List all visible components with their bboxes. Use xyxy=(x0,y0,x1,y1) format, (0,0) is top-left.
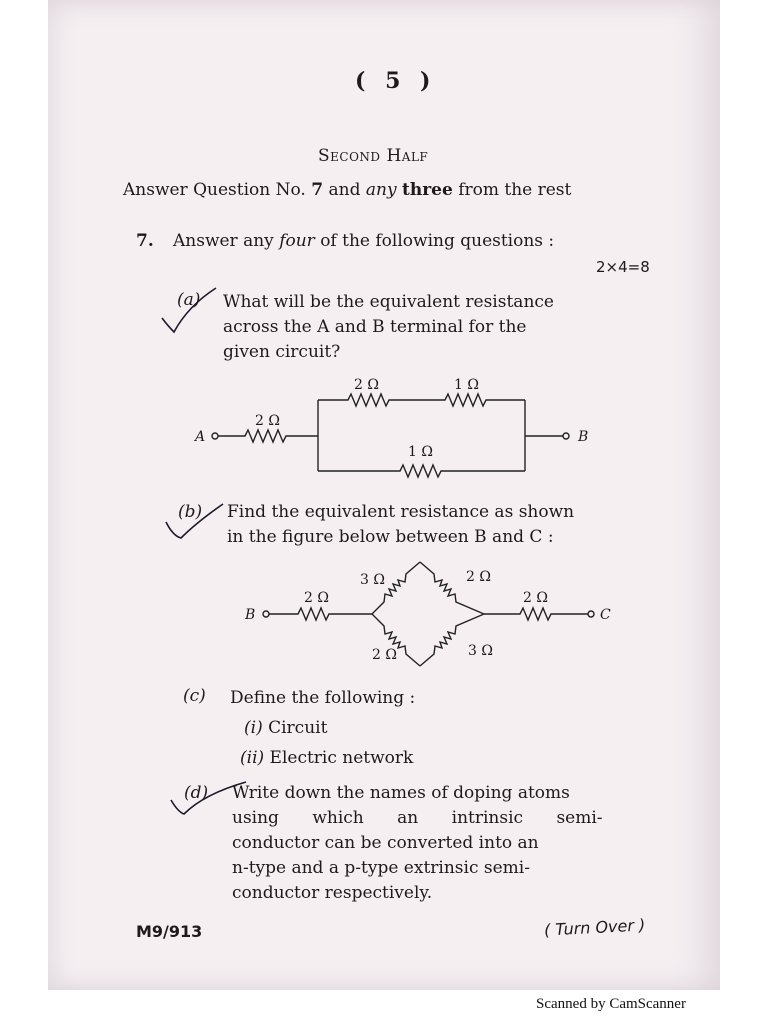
resistor-left-label: 2 Ω xyxy=(304,590,329,606)
resistor-bottom-label: 1 Ω xyxy=(408,444,433,460)
part-d-label: (d) xyxy=(184,783,209,803)
page-number: ( 5 ) xyxy=(355,68,437,94)
resistor-right-label: 2 Ω xyxy=(523,590,548,606)
turn-over-note: ( Turn Over ) xyxy=(543,915,646,940)
resistor-right xyxy=(484,608,588,620)
part-a-text-2: across the A and B terminal for the xyxy=(223,317,527,337)
part-b-text-2: in the figure below between B and C : xyxy=(227,527,554,547)
part-d-text-2: using which an intrinsic semi- xyxy=(232,808,603,828)
part-c-label: (c) xyxy=(183,686,206,706)
resistor-upper-right-label: 2 Ω xyxy=(466,569,491,585)
tick-mark-icon xyxy=(163,500,227,542)
part-c-item-1: (i) Circuit xyxy=(244,718,328,738)
part-c-item-2: (ii) Electric network xyxy=(240,748,414,768)
paper-code: M9/913 xyxy=(136,922,203,941)
resistor-lower-left-label: 2 Ω xyxy=(372,647,397,663)
part-b-text-1: Find the equivalent resistance as shown xyxy=(227,502,575,522)
resistor-series-label: 2 Ω xyxy=(255,413,280,429)
part-d-text-5: conductor respectively. xyxy=(232,883,433,903)
part-d-text-4: n-type and a p-type extrinsic semi- xyxy=(232,858,530,878)
question-number: 7. xyxy=(136,231,154,251)
part-c-text: Define the following : xyxy=(230,688,416,708)
part-d-text-1: Write down the names of doping atoms xyxy=(232,783,570,803)
marks-allocation: 2×4=8 xyxy=(596,258,650,276)
section-title: Second Half xyxy=(318,146,429,166)
part-a-text-1: What will be the equivalent resistance xyxy=(223,292,554,312)
circuit-diagram-b xyxy=(240,560,620,670)
terminal-b xyxy=(263,611,269,617)
terminal-b-label: B xyxy=(245,607,256,623)
part-b-label: (b) xyxy=(178,502,203,522)
resistor-left xyxy=(269,608,372,620)
terminal-c xyxy=(588,611,594,617)
resistor-bottom-branch xyxy=(318,465,525,477)
resistor-top-1-label: 2 Ω xyxy=(354,377,379,393)
circuit-diagram-a xyxy=(190,370,610,480)
resistors-top-branch xyxy=(318,394,525,406)
terminal-b-label: B xyxy=(578,429,589,445)
resistor-lower-right-label: 3 Ω xyxy=(468,643,493,659)
resistor-upper-left xyxy=(372,562,420,614)
tick-mark-icon xyxy=(160,286,220,336)
resistor-series xyxy=(218,430,318,442)
part-d-text-3: conductor can be converted into an xyxy=(232,833,539,853)
terminal-b xyxy=(563,433,569,439)
section-instruction: Answer Question No. 7 and any three from the rest xyxy=(123,180,572,200)
scanner-watermark: Scanned by CamScanner xyxy=(536,996,686,1012)
question-text: Answer any four of the following questions : xyxy=(173,231,555,251)
terminal-a xyxy=(212,433,218,439)
terminal-a-label: A xyxy=(195,429,206,445)
part-a-label: (a) xyxy=(177,290,201,310)
terminal-c-label: C xyxy=(600,607,611,623)
resistor-top-2-label: 1 Ω xyxy=(454,377,479,393)
part-a-text-3: given circuit? xyxy=(223,342,341,362)
resistor-upper-left-label: 3 Ω xyxy=(360,572,385,588)
